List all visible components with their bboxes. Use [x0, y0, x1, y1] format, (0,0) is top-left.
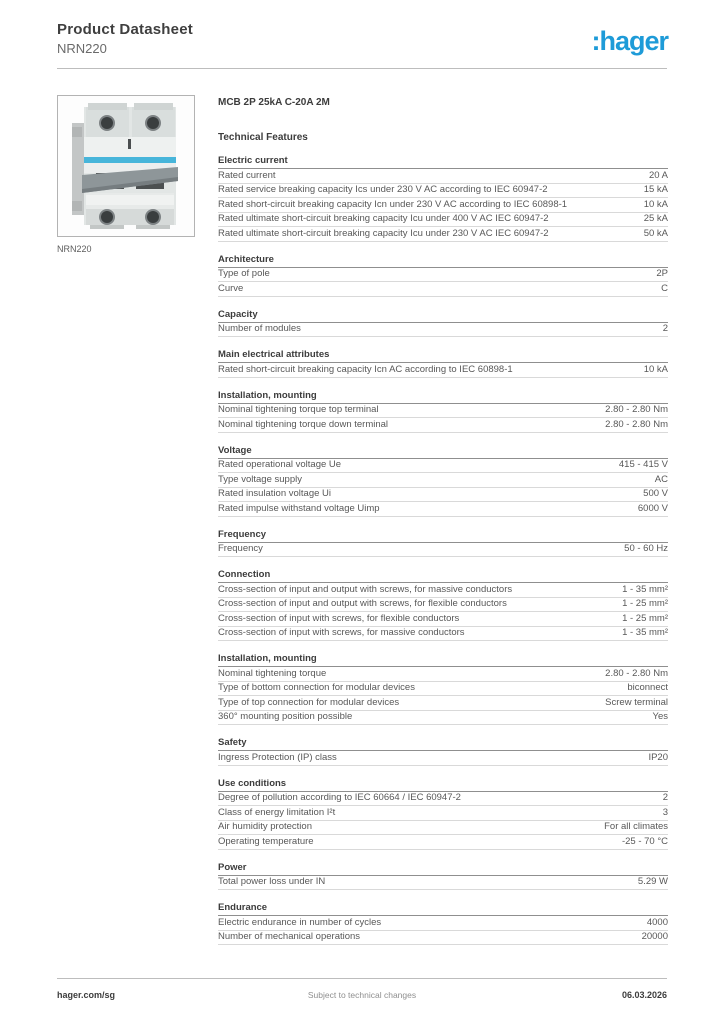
spec-label: Curve [218, 282, 244, 294]
spec-value: 20 A [648, 169, 668, 181]
spec-value: 10 kA [643, 198, 668, 210]
spec-row [218, 696, 668, 711]
spec-label: Rated current [218, 169, 276, 181]
spec-value: IP20 [648, 751, 668, 763]
spec-value: 15 kA [643, 184, 668, 195]
section-heading: Frequency [218, 529, 668, 543]
spec-value: biconnect [627, 682, 668, 693]
section-heading: Architecture [218, 254, 668, 268]
spec-label: Air humidity protection [218, 821, 312, 832]
spec-row [218, 751, 668, 766]
spec-label: Class of energy limitation I²t [218, 806, 336, 818]
product-image-caption: NRN220 [57, 244, 92, 254]
spec-value: 2P [656, 268, 668, 279]
spec-label: 360° mounting position possible [218, 711, 353, 722]
section-rows [218, 459, 668, 517]
spec-value: 1 - 25 mm² [622, 612, 668, 624]
spec-section [218, 309, 668, 338]
spec-section [218, 569, 668, 641]
spec-label: Cross-section of input and output with screws, for flexible conductors [218, 598, 507, 609]
spec-value: 20000 [641, 931, 668, 942]
spec-value: AC [654, 473, 668, 485]
section-rows [218, 169, 668, 242]
spec-value: 50 kA [643, 227, 668, 239]
spec-section [218, 653, 668, 725]
section-rows [218, 323, 668, 338]
spec-value: 5.29 W [637, 876, 668, 887]
spec-row [218, 916, 668, 931]
spec-label: Rated operational voltage Ue [218, 459, 342, 470]
document-header [57, 21, 193, 56]
spec-label: Frequency [218, 543, 263, 554]
spec-row [218, 213, 668, 228]
spec-row [218, 198, 668, 213]
spec-content [218, 97, 668, 945]
spec-row [218, 227, 668, 242]
spec-row [218, 821, 668, 836]
section-rows [218, 404, 668, 433]
spec-label: Number of modules [218, 323, 301, 334]
section-heading: Capacity [218, 309, 668, 323]
hager-logo: :hager [591, 26, 668, 56]
spec-value: 415 - 415 V [618, 459, 668, 470]
spec-section [218, 445, 668, 517]
section-rows [218, 751, 668, 766]
spec-label: Cross-section of input with screws, for massive conductors [218, 627, 465, 638]
spec-row [218, 282, 668, 297]
footer-date: 06.03.2026 [621, 990, 667, 1000]
section-heading: Use conditions [218, 778, 668, 792]
spec-label: Ingress Protection (IP) class [218, 751, 337, 763]
spec-value: 2.80 - 2.80 Nm [605, 404, 668, 415]
spec-value: Screw terminal [605, 696, 668, 708]
spec-label: Type of top connection for modular devices [218, 696, 400, 708]
spec-section [218, 254, 668, 297]
spec-row [218, 667, 668, 682]
spec-row [218, 268, 668, 283]
spec-label: Rated short-circuit breaking capacity Icn AC according to IEC 60898-1 [218, 363, 513, 375]
spec-row [218, 502, 668, 517]
footer-divider [57, 978, 667, 979]
section-heading: Installation, mounting [218, 653, 668, 667]
spec-value: 2.80 - 2.80 Nm [605, 667, 668, 679]
spec-value: 1 - 35 mm² [622, 627, 668, 638]
spec-label: Nominal tightening torque [218, 667, 327, 679]
document-footer [57, 990, 667, 1000]
spec-section [218, 902, 668, 945]
spec-row [218, 169, 668, 184]
spec-label: Rated short-circuit breaking capacity Icn under 230 V AC according to IEC 60898-1 [218, 198, 568, 210]
section-rows [218, 876, 668, 891]
spec-value: For all climates [604, 821, 668, 832]
spec-row [218, 323, 668, 338]
spec-value: 6000 V [637, 502, 668, 514]
spec-section [218, 862, 668, 891]
spec-label: Nominal tightening torque top terminal [218, 404, 379, 415]
spec-value: 1 - 25 mm² [622, 598, 668, 609]
spec-value: 50 - 60 Hz [624, 543, 668, 554]
spec-row [218, 184, 668, 199]
footer-disclaimer: Subject to technical changes [307, 990, 417, 1000]
section-heading: Electric current [218, 155, 668, 169]
product-image-frame [57, 95, 195, 237]
spec-section [218, 737, 668, 766]
section-rows [218, 667, 668, 725]
spec-value: 3 [662, 806, 668, 818]
product-image-column [57, 95, 197, 254]
spec-value: 500 V [643, 488, 668, 499]
mcb-product-illustration [66, 101, 186, 231]
spec-label: Total power loss under IN [218, 876, 326, 887]
spec-value: 1 - 35 mm² [622, 583, 668, 595]
spec-row [218, 473, 668, 488]
section-heading: Safety [218, 737, 668, 751]
section-heading: Main electrical attributes [218, 349, 668, 363]
spec-section [218, 390, 668, 433]
section-rows [218, 916, 668, 945]
spec-row [218, 612, 668, 627]
spec-row [218, 488, 668, 503]
technical-features-heading: Technical Features [218, 132, 308, 143]
spec-value: 10 kA [643, 363, 668, 375]
spec-value: 4000 [646, 916, 668, 928]
section-rows [218, 583, 668, 641]
spec-label: Rated service breaking capacity Ics under 230 V AC according to IEC 60947-2 [218, 184, 548, 195]
spec-row [218, 835, 668, 850]
spec-label: Rated insulation voltage Ui [218, 488, 332, 499]
spec-value: 2 [662, 323, 668, 334]
spec-row [218, 682, 668, 697]
section-rows [218, 363, 668, 378]
spec-label: Cross-section of input with screws, for flexible conductors [218, 612, 460, 624]
product-reference: NRN220 [57, 41, 107, 56]
spec-row [218, 627, 668, 642]
section-heading: Installation, mounting [218, 390, 668, 404]
spec-label: Degree of pollution according to IEC 60664 / IEC 60947-2 [218, 792, 461, 803]
spec-section [218, 349, 668, 378]
spec-label: Type of pole [218, 268, 270, 279]
spec-row [218, 598, 668, 613]
spec-row [218, 404, 668, 419]
spec-sections [218, 155, 668, 945]
section-heading: Endurance [218, 902, 668, 916]
spec-row [218, 418, 668, 433]
spec-value: Yes [652, 711, 668, 722]
spec-label: Operating temperature [218, 835, 314, 847]
section-rows [218, 268, 668, 297]
spec-value: 2 [662, 792, 668, 803]
spec-label: Rated impulse withstand voltage Uimp [218, 502, 380, 514]
spec-row [218, 806, 668, 821]
section-rows [218, 792, 668, 850]
footer-website: hager.com/sg [57, 990, 116, 1000]
spec-row [218, 363, 668, 378]
section-heading: Power [218, 862, 668, 876]
spec-label: Cross-section of input and output with screws, for massive conductors [218, 583, 513, 595]
spec-label: Rated ultimate short-circuit breaking capacity Icu under 230 V AC IEC 60947-2 [218, 227, 549, 239]
spec-row [218, 459, 668, 474]
section-heading: Voltage [218, 445, 668, 459]
spec-row [218, 543, 668, 558]
page-title: Product Datasheet [57, 21, 193, 38]
section-heading: Connection [218, 569, 668, 583]
spec-row [218, 711, 668, 726]
spec-section [218, 778, 668, 850]
spec-label: Number of mechanical operations [218, 931, 361, 942]
spec-value: 2.80 - 2.80 Nm [605, 418, 668, 430]
spec-label: Nominal tightening torque down terminal [218, 418, 389, 430]
spec-section [218, 155, 668, 242]
spec-row [218, 792, 668, 807]
spec-label: Electric endurance in number of cycles [218, 916, 382, 928]
spec-label: Type of bottom connection for modular devices [218, 682, 415, 693]
spec-value: C [661, 282, 668, 294]
spec-value: 25 kA [643, 213, 668, 224]
spec-label: Type voltage supply [218, 473, 302, 485]
product-title: MCB 2P 25kA C-20A 2M [218, 97, 330, 108]
spec-label: Rated ultimate short-circuit breaking capacity Icu under 400 V AC IEC 60947-2 [218, 213, 549, 224]
spec-section [218, 529, 668, 558]
section-rows [218, 543, 668, 558]
spec-value: -25 - 70 °C [621, 835, 668, 847]
header-divider [57, 68, 667, 69]
spec-row [218, 583, 668, 598]
spec-row [218, 931, 668, 946]
spec-row [218, 876, 668, 891]
